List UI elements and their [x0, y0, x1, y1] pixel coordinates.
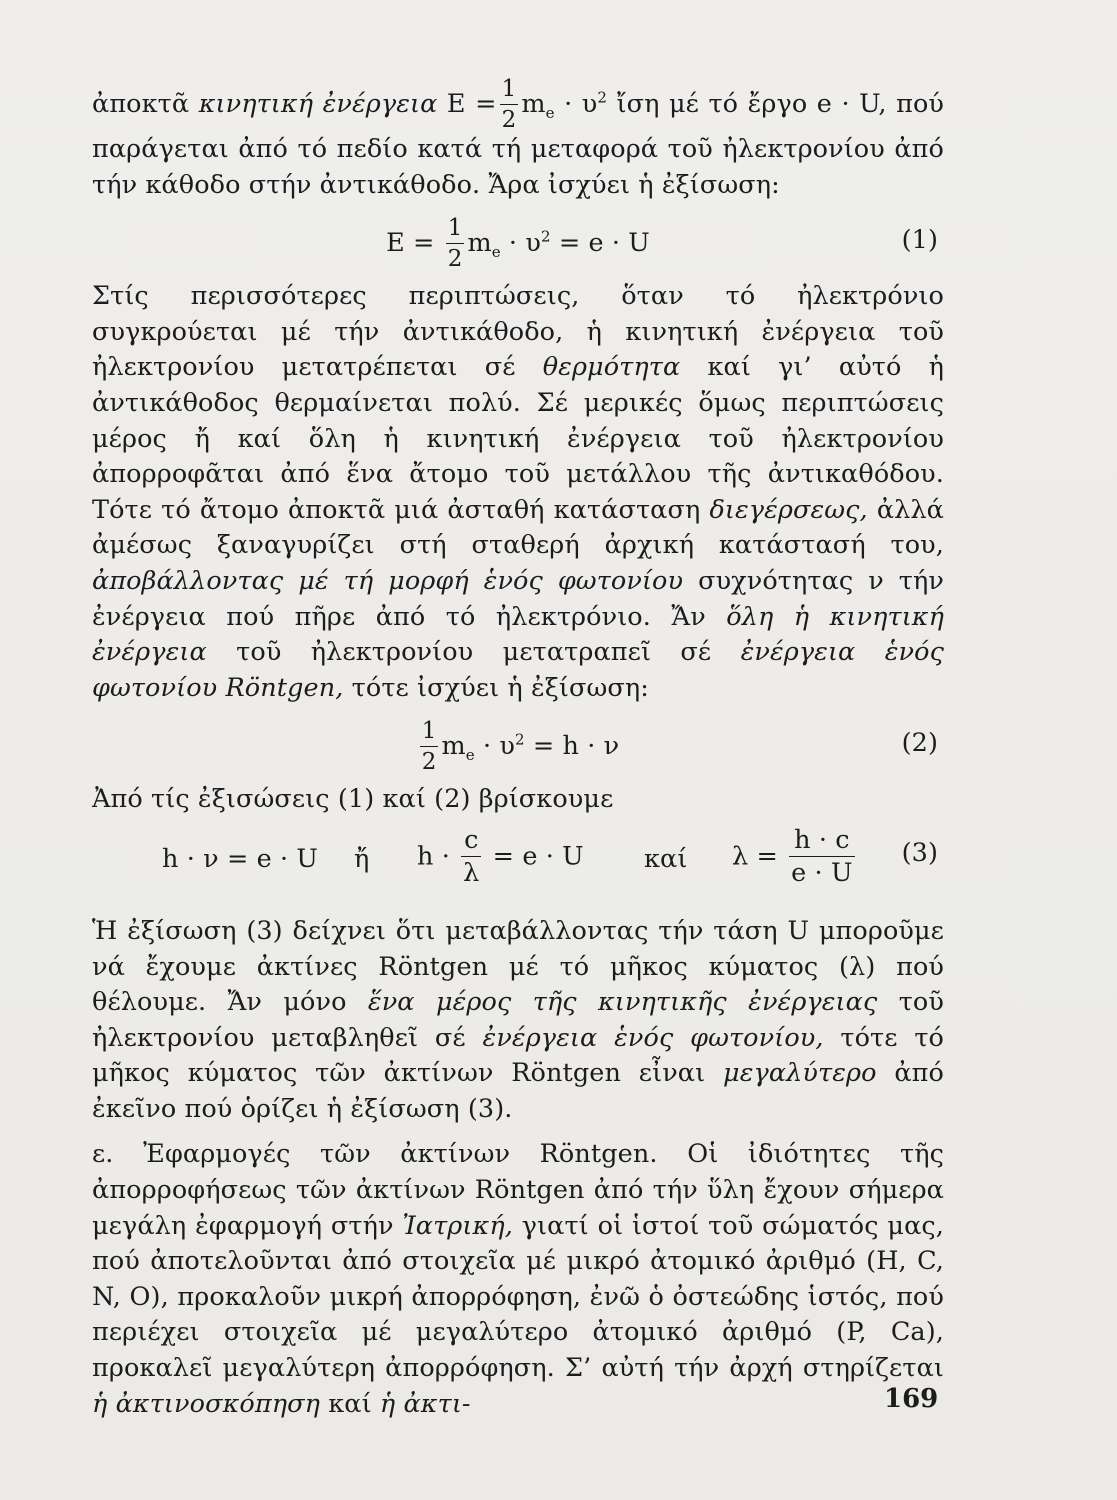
- fraction-one-half: $\frac{1}{2}$: [501, 76, 517, 133]
- equation-number: (1): [901, 225, 938, 256]
- paragraph-photon-emission: Στίς περισσότερες περιπτώσεις, ὅταν τό ἠλεκτρόνιο συγκρούεται μέ τήν ἀντικάθοδο, ἡ κινητική ἐνέργεια τοῦ ἠλεκτρονίου μετατρέπεται σέ θερμότητα καί γι’ αὐτό ἡ ἀντικάθοδος θερμαίνεται πολύ. Σέ μερικές ὅμως περιπτώσεις μέρος ἤ καί ὅλη ἡ κινητική ἐνέργεια τοῦ ἠλεκτρονίου ἀπορροφᾶται ἀπό ἕνα ἄτομο τοῦ μετάλλου τῆς ἀντικαθόδου. Τότε τό ἄτομο ἀποκτᾶ μιά ἀσταθή κατάσταση διεγέρσεως, ἀλλά ἀμέσως ξαναγυρίζει στή σταθερή ἀρχική κατάστασή του, ἀποβάλλοντας μέ τή μορφή ἑνός φωτονίου συχνότητας ν τήν ἐνέργεια πού πῆρε ἀπό τό ἠλεκτρόνιο. Ἄν ὅλη ἡ κινητική ἐνέργεια τοῦ ἠλεκτρονίου μετατραπεῖ σέ ἐνέργεια ἑνός φωτονίου Röntgen, τότε ἰσχύει ἡ ἐξίσωση:: [92, 281, 944, 703]
- equation-2: $\frac{1}{2}$ $m_e \cdot \upsilon^2 = h \cdot \nu$ (2): [421, 718, 938, 776]
- page-number: 169: [884, 1384, 939, 1414]
- equation-1: E = $\frac{1}{2}$ $m_e \cdot \upsilon^2 = e \cdot U$ (1): [386, 215, 938, 273]
- equation-number: (3): [901, 837, 938, 868]
- paragraph-kinetic-energy: ἀποκτᾶ κινητική ἐνέργεια E = $\frac{1}{2}$ $m_e \cdot \upsilon^2$ ἴση μέ τό ἔργο e · U, πού παράγεται ἀπό τό πεδίο κατά τή μεταφορά τοῦ ἠλεκτρονίου ἀπό τήν κάθοδο στήν ἀντικάθοδο. Ἄρα ἰσχύει ἡ ἐξίσωση:: [92, 76, 944, 200]
- page-body: [92, 78, 944, 1422]
- paragraph-wavelength: Ἡ ἐξίσωση (3) δείχνει ὅτι μεταβάλλοντας τήν τάση U μποροῦμε νά ἔχουμε ἀκτίνες Röntgen μέ τό μῆκος κύματος (λ) πού θέλουμε. Ἄν μόνο ἕνα μέρος τῆς κινητικῆς ἐνέργειας τοῦ ἠλεκτρονίου μεταβληθεῖ σέ ἐνέργεια ἑνός φωτονίου, τότε τό μῆκος κύματος τῶν ἀκτίνων Röntgen εἶναι μεγαλύτερο ἀπό ἐκεῖνο πού ὁρίζει ἡ ἐξίσωση (3).: [92, 915, 945, 1124]
- paragraph-applications: ε. Ἐφαρμογές τῶν ἀκτίνων Röntgen. Οἱ ἰδιότητες τῆς ἀπορροφήσεως τῶν ἀκτίνων Röntgen ἀπό τήν ὕλη ἔχουν σήμερα μεγάλη ἐφαρμογή στήν Ἰατρική, γιατί οἱ ἱστοί τοῦ σώματός μας, πού ἀποτελοῦνται ἀπό στοιχεῖα μέ μικρό ἀτομικό ἀριθμό (H, C, N, O), προκαλοῦν μικρή ἀπορρόφηση, ἐνῶ ὁ ὀστεώδης ἱστός, πού περιέχει στοιχεῖα μέ μεγαλύτερο ἀτομικό ἀριθμό (P, Ca), προκαλεῖ μεγαλύτερη ἀπορρόφηση. Σ’ αὐτή τήν ἀρχή στηρίζεται ἡ ἀκτινοσκόπηση καί ἡ ἀκτι-: [92, 1139, 944, 1419]
- paragraph-from-equations: Ἀπό τίς ἐξισώσεις (1) καί (2) βρίσκουμε: [92, 784, 614, 815]
- equation-3: h · ν = e · U ἤ h · $\frac{c}{\lambda}$ = e · U καί λ = $\frac{h \cdot c}{e \cdot U}$ (3): [162, 824, 938, 889]
- equation-number: (2): [901, 728, 938, 759]
- section-heading: ε. Ἐφαρμογές τῶν ἀκτίνων Röntgen.: [92, 1139, 658, 1170]
